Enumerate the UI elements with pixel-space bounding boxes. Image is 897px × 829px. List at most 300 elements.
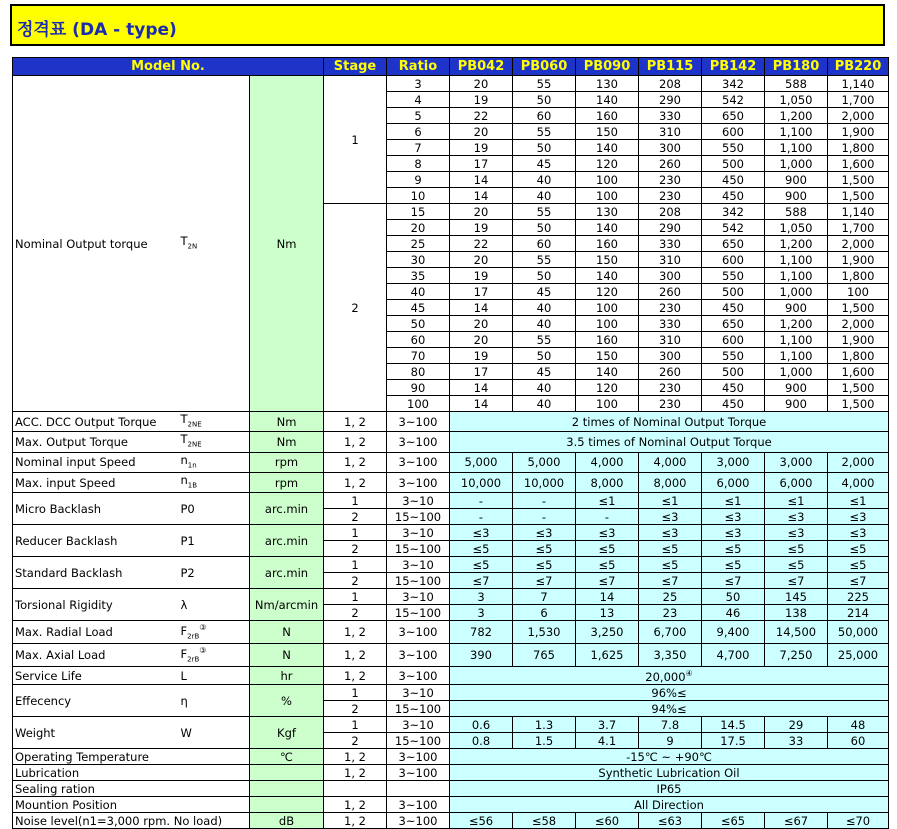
unit-cell: N <box>250 621 324 644</box>
unit-cell: dB <box>250 813 324 829</box>
value-cell: 1,100 <box>765 124 828 140</box>
value-cell: 130 <box>576 204 639 220</box>
value-cell: 6,000 <box>702 472 765 492</box>
value-cell: 4.1 <box>576 733 639 749</box>
param-symbol-cell <box>179 717 250 749</box>
header-model: PB042 <box>450 58 513 76</box>
stage-cell: 2 <box>324 509 387 525</box>
value-cell: ≤5 <box>639 557 702 573</box>
spanned-value-cell: 94%≤ <box>450 701 889 717</box>
ratio-cell: 35 <box>387 268 450 284</box>
value-cell: 50,000 <box>828 621 889 644</box>
header-model: PB060 <box>513 58 576 76</box>
table-row <box>13 717 889 733</box>
value-cell: 10,000 <box>450 472 513 492</box>
param-name: Standard Backlash <box>13 557 179 589</box>
value-cell: 50 <box>513 92 576 108</box>
value-cell: ≤7 <box>576 573 639 589</box>
value-cell: 46 <box>702 605 765 621</box>
value-cell: 500 <box>702 156 765 172</box>
value-cell: 33 <box>765 733 828 749</box>
value-cell: - <box>450 493 513 509</box>
value-cell: 29 <box>765 717 828 733</box>
param-name: Torsional Rigidity <box>13 589 179 621</box>
value-cell: 1,140 <box>828 204 889 220</box>
value-cell: 450 <box>702 188 765 204</box>
spec-table <box>12 57 889 829</box>
header-model-no: Model No. <box>13 58 324 76</box>
value-cell: 55 <box>513 204 576 220</box>
value-cell: ≤5 <box>450 557 513 573</box>
ratio-cell: 4 <box>387 92 450 108</box>
stage-cell: 1 <box>324 685 387 701</box>
value-cell: ≤67 <box>765 813 828 829</box>
value-cell: 1.5 <box>513 733 576 749</box>
value-cell: ≤60 <box>576 813 639 829</box>
value-cell: 19 <box>450 220 513 236</box>
value-cell: 40 <box>513 172 576 188</box>
value-cell: ≤3 <box>828 509 889 525</box>
value-cell: 4,000 <box>576 452 639 472</box>
spanned-value-cell: IP65 <box>450 781 889 797</box>
value-cell: 208 <box>639 204 702 220</box>
value-cell: 782 <box>450 621 513 644</box>
value-cell: 3.7 <box>576 717 639 733</box>
page-title: 정격표 (DA - type) <box>17 20 177 40</box>
ratio-cell: 3~10 <box>387 525 450 541</box>
value-cell: 55 <box>513 252 576 268</box>
value-cell: 600 <box>702 124 765 140</box>
param-symbol: $T_{2NE}$ <box>180 412 202 429</box>
table-row <box>13 667 889 685</box>
value-cell: ≤5 <box>702 541 765 557</box>
value-cell: 14 <box>450 396 513 412</box>
stage-cell: 2 <box>324 541 387 557</box>
value-cell: 100 <box>576 316 639 332</box>
spanned-value-cell: 20,000④ <box>450 667 889 685</box>
value-cell: 17 <box>450 156 513 172</box>
value-cell: 1,200 <box>765 108 828 124</box>
value-cell: 14,500 <box>765 621 828 644</box>
value-cell: 60 <box>513 236 576 252</box>
value-cell: 50 <box>513 348 576 364</box>
ratio-cell: 3~100 <box>387 667 450 685</box>
value-cell: 900 <box>765 300 828 316</box>
param-symbol: W <box>180 725 192 740</box>
value-cell: 1,500 <box>828 172 889 188</box>
ratio-cell: 3~10 <box>387 685 450 701</box>
value-cell: ≤63 <box>639 813 702 829</box>
stage-cell: 1 <box>324 525 387 541</box>
ratio-cell: 3~10 <box>387 493 450 509</box>
value-cell: - <box>513 493 576 509</box>
value-cell: 55 <box>513 76 576 92</box>
ratio-cell: 3~100 <box>387 621 450 644</box>
value-cell: 22 <box>450 236 513 252</box>
value-cell: 2,000 <box>828 108 889 124</box>
value-cell: 20 <box>450 332 513 348</box>
value-cell: 40 <box>513 316 576 332</box>
ratio-cell: 3~100 <box>387 644 450 667</box>
unit-cell: Nm/arcmin <box>250 589 324 621</box>
param-name: Micro Backlash <box>13 493 179 525</box>
value-cell: ≤5 <box>702 557 765 573</box>
param-name: Nominal Output torque <box>13 76 179 412</box>
value-cell: 230 <box>639 188 702 204</box>
value-cell: 7.8 <box>639 717 702 733</box>
value-cell: 588 <box>765 204 828 220</box>
unit-cell: arc.min <box>250 525 324 557</box>
ratio-cell: 6 <box>387 124 450 140</box>
value-cell: 260 <box>639 156 702 172</box>
value-cell: 0.6 <box>450 717 513 733</box>
stage-cell: 1, 2 <box>324 412 387 432</box>
header-model: PB090 <box>576 58 639 76</box>
value-cell: 1,700 <box>828 92 889 108</box>
param-name: Weight <box>13 717 179 749</box>
value-cell: 1,900 <box>828 252 889 268</box>
value-cell: 230 <box>639 380 702 396</box>
value-cell: ≤7 <box>639 573 702 589</box>
header-model: PB180 <box>765 58 828 76</box>
value-cell: 1,050 <box>765 92 828 108</box>
value-cell: 290 <box>639 220 702 236</box>
value-cell: 450 <box>702 172 765 188</box>
value-cell: 3,350 <box>639 644 702 667</box>
value-cell: ≤3 <box>576 525 639 541</box>
ratio-cell: 3 <box>387 76 450 92</box>
value-cell: 7,250 <box>765 644 828 667</box>
value-cell: 7 <box>513 589 576 605</box>
param-symbol: $F_{2rB}^③$ <box>180 623 207 641</box>
value-cell: 150 <box>576 348 639 364</box>
ratio-cell: 15~100 <box>387 701 450 717</box>
stage-cell: 2 <box>324 733 387 749</box>
param-symbol-cell <box>179 621 250 644</box>
value-cell: 100 <box>576 188 639 204</box>
table-row <box>13 412 889 432</box>
symbol-subscript: 2N <box>187 242 198 251</box>
value-cell: 19 <box>450 140 513 156</box>
value-cell: 500 <box>702 284 765 300</box>
value-cell: 25,000 <box>828 644 889 667</box>
value-cell: ≤65 <box>702 813 765 829</box>
value-cell: 138 <box>765 605 828 621</box>
header-row <box>13 58 889 76</box>
table-row <box>13 452 889 472</box>
param-symbol: $T_{2N}$ <box>180 233 198 251</box>
ratio-cell: 15~100 <box>387 733 450 749</box>
ratio-cell: 60 <box>387 332 450 348</box>
value-cell: 230 <box>639 300 702 316</box>
value-cell: 600 <box>702 252 765 268</box>
value-cell: 330 <box>639 316 702 332</box>
value-cell: ≤1 <box>765 493 828 509</box>
unit-cell <box>250 781 324 797</box>
value-cell: 100 <box>576 300 639 316</box>
value-cell: 214 <box>828 605 889 621</box>
value-cell: 1,500 <box>828 380 889 396</box>
header-model: PB142 <box>702 58 765 76</box>
spec-table-body <box>13 58 889 829</box>
value-cell: 1,800 <box>828 268 889 284</box>
value-cell: 1,800 <box>828 140 889 156</box>
value-cell: 100 <box>576 396 639 412</box>
stage-cell: 1, 2 <box>324 797 387 813</box>
value-cell: 19 <box>450 268 513 284</box>
value-cell: 140 <box>576 140 639 156</box>
ratio-cell: 3~100 <box>387 749 450 765</box>
param-name: Noise level(n1=3,000 rpm. No load) <box>13 813 250 829</box>
unit-cell: Nm <box>250 432 324 452</box>
value-cell: 1,100 <box>765 268 828 284</box>
value-cell: 50 <box>513 140 576 156</box>
param-symbol: P1 <box>180 533 195 548</box>
value-cell: 1,500 <box>828 300 889 316</box>
table-row <box>13 432 889 452</box>
stage-cell: 2 <box>324 204 387 412</box>
unit-cell: arc.min <box>250 557 324 589</box>
value-cell: 4,700 <box>702 644 765 667</box>
stage-cell: 1 <box>324 717 387 733</box>
value-cell: 6 <box>513 605 576 621</box>
value-cell: 14 <box>450 172 513 188</box>
value-cell: 3 <box>450 605 513 621</box>
value-cell: 55 <box>513 124 576 140</box>
spanned-value-cell: All Direction <box>450 797 889 813</box>
value-cell: 14 <box>450 188 513 204</box>
value-cell: 14 <box>576 589 639 605</box>
value-cell: ≤5 <box>513 541 576 557</box>
value-cell: 900 <box>765 188 828 204</box>
table-row <box>13 472 889 492</box>
ratio-cell: 50 <box>387 316 450 332</box>
spanned-value-cell: Synthetic Lubrication Oil <box>450 765 889 781</box>
value-cell: 150 <box>576 252 639 268</box>
value-cell: ≤5 <box>450 541 513 557</box>
value-cell: 0.8 <box>450 733 513 749</box>
ratio-cell: 7 <box>387 140 450 156</box>
value-cell: 22 <box>450 108 513 124</box>
param-symbol-cell <box>179 557 250 589</box>
value-cell: ≤3 <box>639 509 702 525</box>
value-cell: 140 <box>576 220 639 236</box>
value-cell: 4,000 <box>639 452 702 472</box>
value-cell: 100 <box>576 172 639 188</box>
unit-cell: hr <box>250 667 324 685</box>
value-cell: 6,000 <box>765 472 828 492</box>
ratio-cell: 15~100 <box>387 573 450 589</box>
value-cell: ≤5 <box>765 541 828 557</box>
value-cell: 60 <box>828 733 889 749</box>
ratio-cell: 10 <box>387 188 450 204</box>
value-superscript: ④ <box>685 669 693 679</box>
param-name: Sealing ration <box>13 781 250 797</box>
value-cell: 8,000 <box>576 472 639 492</box>
value-cell: 550 <box>702 268 765 284</box>
unit-cell <box>250 797 324 813</box>
symbol-subscript: 2NE <box>187 420 202 429</box>
value-cell: 650 <box>702 236 765 252</box>
value-cell: 1,100 <box>765 140 828 156</box>
value-cell: ≤1 <box>639 493 702 509</box>
ratio-cell: 15~100 <box>387 605 450 621</box>
value-cell: 450 <box>702 300 765 316</box>
value-cell: 5,000 <box>513 452 576 472</box>
stage-cell: 1, 2 <box>324 452 387 472</box>
unit-cell: rpm <box>250 452 324 472</box>
ratio-cell: 3~100 <box>387 765 450 781</box>
value-cell: ≤3 <box>828 525 889 541</box>
value-cell: 300 <box>639 348 702 364</box>
stage-cell: 2 <box>324 605 387 621</box>
value-cell: ≤3 <box>765 525 828 541</box>
value-cell: 550 <box>702 348 765 364</box>
value-cell: 40 <box>513 188 576 204</box>
header-model: PB115 <box>639 58 702 76</box>
value-cell: ≤1 <box>576 493 639 509</box>
param-symbol-cell <box>179 432 250 452</box>
ratio-cell: 45 <box>387 300 450 316</box>
value-cell: 4,000 <box>828 472 889 492</box>
value-cell: 55 <box>513 332 576 348</box>
value-cell: - <box>576 509 639 525</box>
value-cell: ≤3 <box>765 509 828 525</box>
stage-cell: 1 <box>324 589 387 605</box>
value-cell: 1,500 <box>828 188 889 204</box>
value-cell: 13 <box>576 605 639 621</box>
ratio-cell: 3~100 <box>387 412 450 432</box>
value-cell: 765 <box>513 644 576 667</box>
value-cell: ≤7 <box>828 573 889 589</box>
ratio-cell: 40 <box>387 284 450 300</box>
unit-cell: rpm <box>250 472 324 492</box>
value-cell: 310 <box>639 332 702 348</box>
value-cell: 650 <box>702 108 765 124</box>
value-cell: ≤5 <box>576 541 639 557</box>
value-cell: 120 <box>576 380 639 396</box>
value-cell: 3,250 <box>576 621 639 644</box>
value-cell: 500 <box>702 364 765 380</box>
value-cell: 145 <box>765 589 828 605</box>
stage-cell: 1, 2 <box>324 765 387 781</box>
symbol-subscript: 2NE <box>187 440 202 449</box>
value-cell: 160 <box>576 332 639 348</box>
table-row <box>13 589 889 605</box>
value-cell: ≤5 <box>576 557 639 573</box>
stage-cell: 1, 2 <box>324 749 387 765</box>
value-cell: 1,200 <box>765 236 828 252</box>
value-cell: ≤5 <box>513 557 576 573</box>
value-cell: 120 <box>576 284 639 300</box>
param-name: Max. Radial Load <box>13 621 179 644</box>
ratio-cell: 3~10 <box>387 717 450 733</box>
param-symbol: $n_{1B}$ <box>180 472 198 490</box>
value-cell: 45 <box>513 364 576 380</box>
ratio-cell: 3~100 <box>387 472 450 492</box>
ratio-cell: 90 <box>387 380 450 396</box>
value-cell: 1,500 <box>828 396 889 412</box>
value-cell: 50 <box>513 268 576 284</box>
value-cell: - <box>450 509 513 525</box>
unit-cell: ℃ <box>250 749 324 765</box>
value-cell: 600 <box>702 332 765 348</box>
spanned-value-cell: -15℃ ~ +90℃ <box>450 749 889 765</box>
table-row <box>13 76 889 92</box>
table-row <box>13 749 889 765</box>
param-name: Operating Temperature <box>13 749 250 765</box>
symbol-superscript: ③ <box>199 623 207 633</box>
value-cell: 2,000 <box>828 236 889 252</box>
param-symbol-cell <box>179 412 250 432</box>
value-cell: 342 <box>702 76 765 92</box>
param-symbol-cell <box>179 493 250 525</box>
value-cell: 1,100 <box>765 332 828 348</box>
table-row <box>13 525 889 541</box>
symbol-superscript: ③ <box>199 646 207 656</box>
ratio-cell: 30 <box>387 252 450 268</box>
stage-cell: 1 <box>324 76 387 204</box>
value-cell: 1,900 <box>828 124 889 140</box>
ratio-cell: 80 <box>387 364 450 380</box>
param-symbol-cell <box>179 452 250 472</box>
table-row <box>13 493 889 509</box>
value-cell: 40 <box>513 396 576 412</box>
value-cell: ≤7 <box>450 573 513 589</box>
value-cell: ≤3 <box>639 525 702 541</box>
param-symbol: $n_{1n}$ <box>180 452 197 469</box>
value-cell: 300 <box>639 268 702 284</box>
table-row <box>13 644 889 667</box>
unit-cell: Kgf <box>250 717 324 749</box>
spanned-value-cell: 2 times of Nominal Output Torque <box>450 412 889 432</box>
value-cell: 40 <box>513 300 576 316</box>
value-cell: 1,000 <box>765 364 828 380</box>
value-cell: 1,000 <box>765 284 828 300</box>
value-cell: 20 <box>450 204 513 220</box>
value-cell: 120 <box>576 156 639 172</box>
header-ratio: Ratio <box>387 58 450 76</box>
table-row <box>13 621 889 644</box>
value-cell: 9 <box>639 733 702 749</box>
title-bar <box>10 4 885 46</box>
value-cell: ≤56 <box>450 813 513 829</box>
stage-cell: 1, 2 <box>324 813 387 829</box>
value-cell: 140 <box>576 364 639 380</box>
value-cell: 1,900 <box>828 332 889 348</box>
value-cell: 20 <box>450 252 513 268</box>
param-name: Reducer Backlash <box>13 525 179 557</box>
value-cell: - <box>513 509 576 525</box>
value-cell: 542 <box>702 92 765 108</box>
value-cell: 1,200 <box>765 316 828 332</box>
value-cell: 650 <box>702 316 765 332</box>
stage-cell: 1, 2 <box>324 644 387 667</box>
value-cell: 230 <box>639 172 702 188</box>
stage-cell <box>324 781 387 797</box>
value-cell: 17 <box>450 284 513 300</box>
value-cell: 20 <box>450 316 513 332</box>
symbol-subscript: 2rB <box>187 632 200 641</box>
value-cell: ≤3 <box>702 509 765 525</box>
value-cell: 1,140 <box>828 76 889 92</box>
value-cell: 330 <box>639 236 702 252</box>
param-symbol-cell <box>179 644 250 667</box>
param-symbol: $F_{2rB}^③$ <box>180 646 207 664</box>
value-cell: ≤5 <box>765 557 828 573</box>
header-model: PB220 <box>828 58 889 76</box>
value-cell: 900 <box>765 172 828 188</box>
